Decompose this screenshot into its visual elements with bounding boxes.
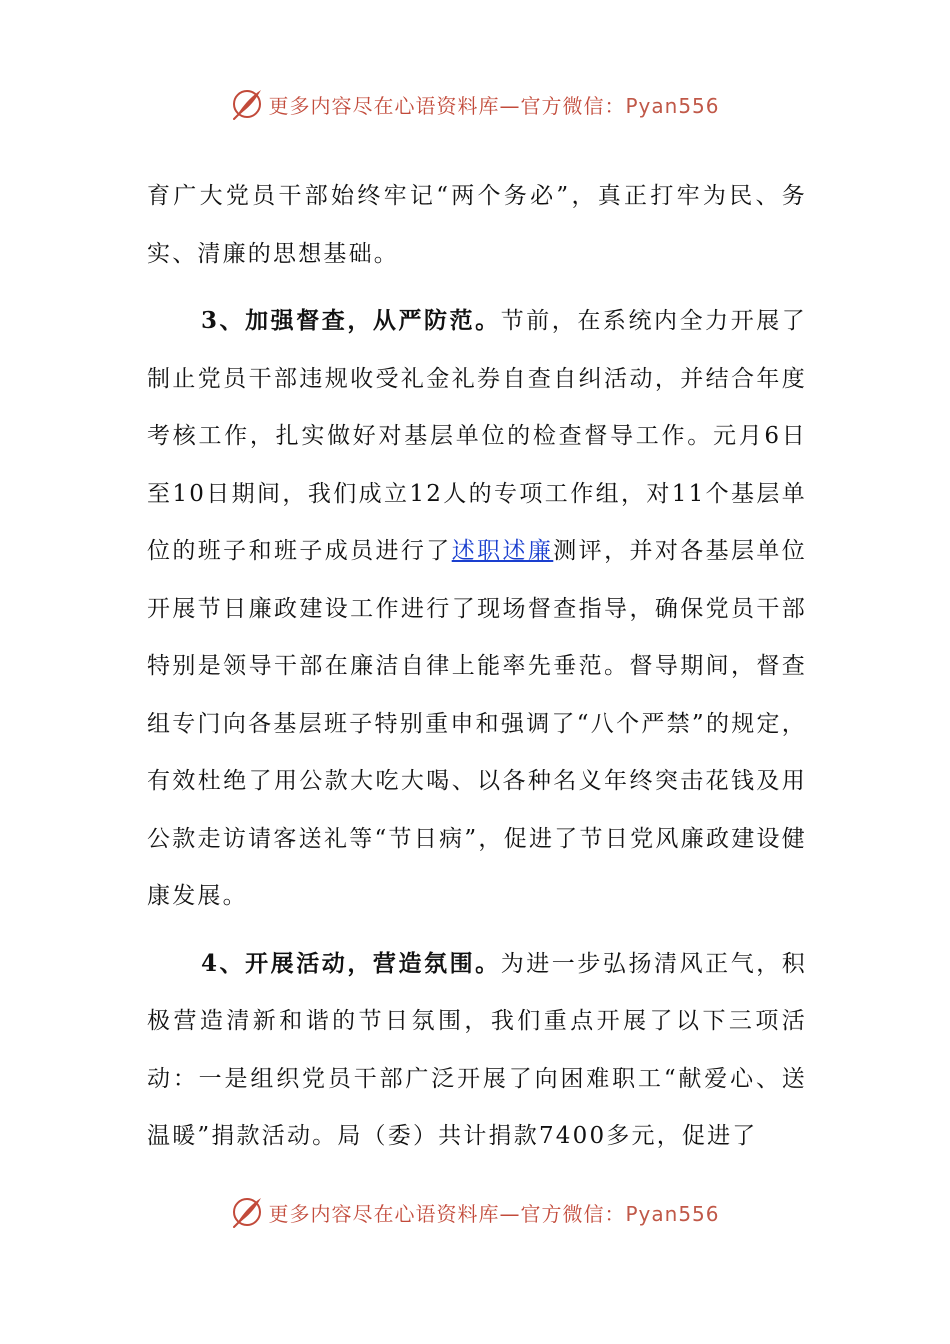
watermark-text: 更多内容尽在心语资料库—官方微信：Pyan556: [268, 1201, 720, 1226]
section-heading-4: 4、开展活动，营造氛围。: [201, 949, 501, 977]
watermark-text: 更多内容尽在心语资料库—官方微信：Pyan556: [268, 93, 720, 118]
paragraph-3: 4、开展活动，营造氛围。为进一步弘扬清风正气，积极营造清新和谐的节日氛围，我们重点开展了以下三项活动：一是组织党员干部广泛开展了向困难职工“献爱心、送温暖”捐款活动。局（委）共计捐款7400多元，促进了: [147, 949, 808, 1149]
watermark-banner-top: [0, 84, 950, 124]
shuzhi-shulian-link[interactable]: 述职述廉: [451, 538, 554, 564]
document-body: [147, 168, 807, 1166]
quill-seal-icon: [230, 1195, 264, 1229]
paragraph-2: 3、加强督查，从严防范。节前，在系统内全力开展了制止党员干部违规收受礼金礼券自查自纠活动，并结合年度考核工作，扎实做好对基层单位的检查督导工作。元月6日至10日期间，我们成立12人的专项工作组，对11个基层单位的班子和班子成员进行了述职述廉测评，并对各基层单位开展节日廉政建设工作进行了现场督查指导，确保党员干部特别是领导干部在廉洁自律上能率先垂范。督导期间，督查组专门向各基层班子特别重申和强调了“八个严禁”的规定，有效杜绝了用公款大吃大喝、以各种名义年终突击花钱及用公款走访请客送礼等“节日病”，促进了节日党风廉政建设健康发展。: [147, 307, 808, 909]
paragraph-1: 育广大党员干部始终牢记“两个务必”，真正打牢为民、务实、清廉的思想基础。: [147, 183, 807, 267]
quill-seal-icon: [230, 87, 264, 121]
section-heading-3: 3、加强督查，从严防范。: [201, 307, 501, 334]
watermark-banner-bottom: [0, 1192, 950, 1232]
